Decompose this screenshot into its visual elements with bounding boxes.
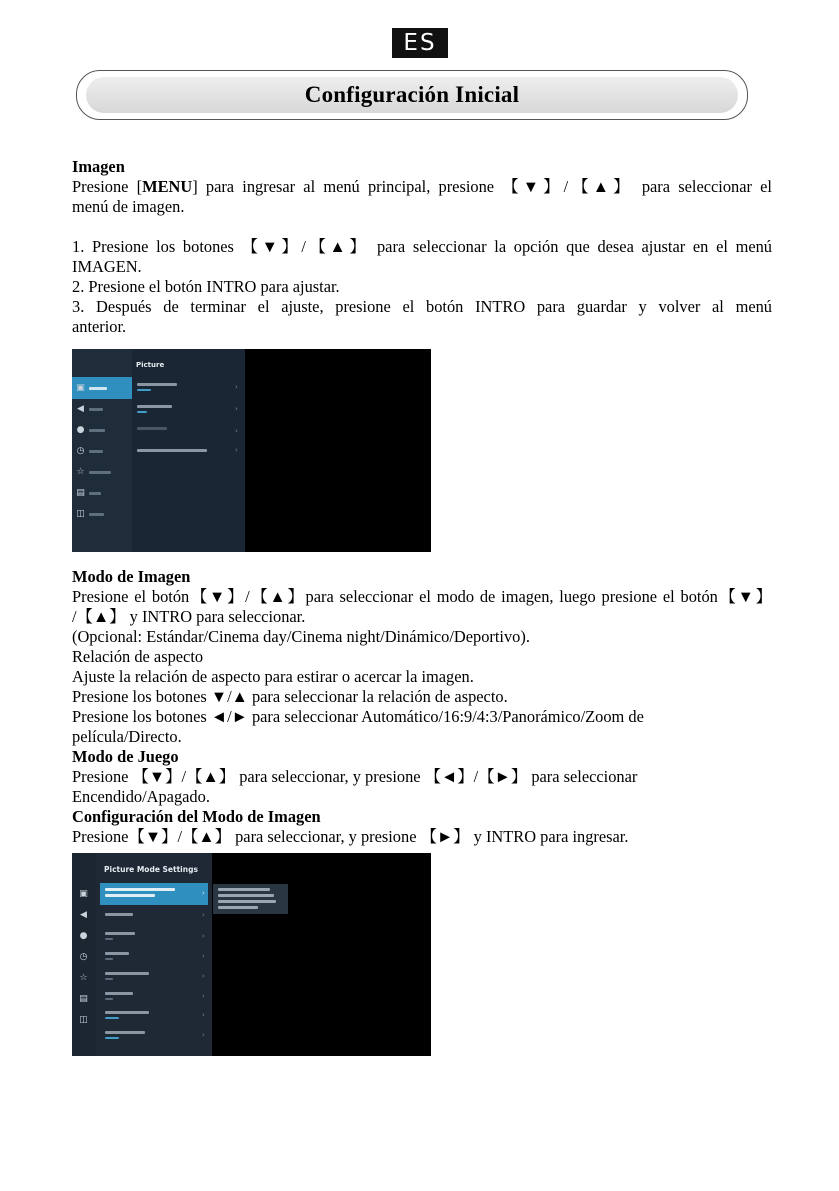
page-title: Configuración Inicial: [304, 82, 520, 107]
picture-mode-settings-screenshot: [72, 853, 431, 1056]
title-banner: [76, 70, 748, 120]
menu-row-adaptive-contrast: [105, 1011, 149, 1014]
tooltip-line: [218, 894, 274, 897]
support-icon: ◫: [79, 1015, 88, 1025]
aspect-line4: película/Directo.: [72, 727, 182, 746]
menu-row-backlight: [105, 913, 133, 916]
section-modo-imagen: [72, 567, 772, 847]
language-tag: ES: [392, 28, 448, 58]
sidebar-label: [89, 492, 101, 495]
menu-row-value: [105, 998, 113, 1000]
config-heading: Configuración del Modo de Imagen: [72, 807, 321, 826]
menu-row-value: [105, 958, 113, 960]
picture-icon: ▣: [76, 383, 85, 393]
sidebar-label: [89, 429, 105, 432]
menu-key: MENU: [142, 177, 193, 196]
tooltip-line: [218, 888, 270, 891]
aspect-heading: Relación de aspecto: [72, 647, 204, 666]
step3-line2: anterior.: [72, 317, 127, 336]
system-icon: ▤: [79, 994, 88, 1004]
chevron-right-icon: ›: [235, 383, 238, 391]
tooltip-line: [218, 900, 276, 903]
picture-icon: ▣: [79, 889, 88, 899]
chevron-right-icon: ›: [202, 911, 205, 919]
chevron-right-icon: ›: [202, 932, 205, 940]
menu-row-sharpness: [105, 992, 133, 995]
sidebar-label: [89, 408, 103, 411]
network-icon: ●: [79, 931, 88, 941]
menu-row-aspect-ratio: [137, 405, 172, 408]
aspect-line3: Presione los botones ◄/► para seleccionar Automático/16:9/4:3/Panorámico/Zoom de: [72, 707, 644, 726]
imagen-intro-line2: menú de imagen.: [72, 197, 185, 216]
config-line1: Presione【▼】/【▲】 para seleccionar, y presione 【►】 y INTRO para ingresar.: [72, 827, 629, 846]
chevron-right-icon: ›: [235, 427, 238, 435]
picture-menu-screenshot: [72, 349, 431, 552]
section-imagen: [72, 157, 772, 337]
imagen-intro-line1: [72, 177, 772, 197]
accessibility-icon: ☆: [79, 973, 88, 983]
network-icon: ●: [76, 425, 85, 435]
chevron-right-icon: ›: [235, 405, 238, 413]
menu-row-noise-reduction: [105, 1031, 145, 1034]
juego-line1: Presione 【▼】/【▲】 para seleccionar, y presione 【◄】/【►】 para seleccionar: [72, 767, 638, 786]
aspect-line1: Ajuste la relación de aspecto para estirar o acercar la imagen.: [72, 667, 474, 686]
menu-row-picture-mode-settings: [137, 449, 207, 452]
chevron-right-icon: ›: [202, 992, 205, 1000]
modo-line2: /【▲】 y INTRO para seleccionar.: [72, 607, 306, 626]
tooltip-line: [218, 906, 258, 909]
support-icon: ◫: [76, 509, 85, 519]
juego-heading: Modo de Juego: [72, 747, 179, 766]
intro-pre: Presione [: [72, 177, 143, 196]
menu-row-value: [137, 389, 151, 391]
imagen-heading: Imagen: [72, 157, 125, 176]
menu-row-apply: [105, 888, 175, 891]
step2: 2. Presione el botón INTRO para ajustar.: [72, 277, 340, 296]
step1-line2: IMAGEN.: [72, 257, 142, 276]
timer-icon: ◷: [79, 952, 88, 962]
modo-heading: Modo de Imagen: [72, 567, 191, 586]
menu-row-value: [105, 938, 113, 940]
step1-line1: 1. Presione los botones 【▼】/【▲】 para seleccionar la opción que desea ajustar en el menú: [72, 237, 772, 256]
menu-row-value: [105, 978, 113, 980]
juego-line2: Encendido/Apagado.: [72, 787, 210, 806]
tv-panel-title: Picture Mode Settings: [104, 865, 198, 874]
menu-row-apply-sub: [105, 894, 155, 897]
chevron-right-icon: ›: [202, 972, 205, 980]
sidebar-label: [89, 387, 107, 390]
menu-row-colour-saturation: [105, 972, 149, 975]
menu-row-picture-mode: [137, 383, 177, 386]
menu-row-brightness: [105, 932, 135, 935]
system-icon: ▤: [76, 488, 85, 498]
chevron-right-icon: ›: [235, 446, 238, 454]
timer-icon: ◷: [76, 446, 85, 456]
accessibility-icon: ☆: [76, 467, 85, 477]
sidebar-label: [89, 513, 104, 516]
sound-icon: ◀: [77, 404, 84, 414]
chevron-right-icon: ›: [202, 889, 205, 897]
intro-post: ] para ingresar al menú principal, presione 【▼】/【▲】 para seleccionar el: [192, 177, 772, 196]
menu-row-disabled: [137, 427, 167, 430]
sidebar-label: [89, 450, 103, 453]
title-banner-inner: [86, 77, 738, 113]
sidebar-label: [89, 471, 111, 474]
menu-row-value: [105, 1017, 119, 1019]
sound-icon: ◀: [80, 910, 87, 920]
modo-line1: Presione el botón【▼】/【▲】para seleccionar el modo de imagen, luego presione el botón【▼】: [72, 587, 772, 606]
chevron-right-icon: ›: [202, 1031, 205, 1039]
step3-line1: 3. Después de terminar el ajuste, presione el botón INTRO para guardar y volver al menú: [72, 297, 772, 316]
menu-row-value: [137, 411, 147, 413]
chevron-right-icon: ›: [202, 952, 205, 960]
modo-line3: (Opcional: Estándar/Cinema day/Cinema night/Dinámico/Deportivo).: [72, 627, 530, 646]
menu-row-contrast: [105, 952, 129, 955]
tv-panel-title: Picture: [136, 361, 165, 369]
chevron-right-icon: ›: [202, 1011, 205, 1019]
aspect-line2: Presione los botones ▼/▲ para seleccionar la relación de aspecto.: [72, 687, 508, 706]
menu-row-value: [105, 1037, 119, 1039]
